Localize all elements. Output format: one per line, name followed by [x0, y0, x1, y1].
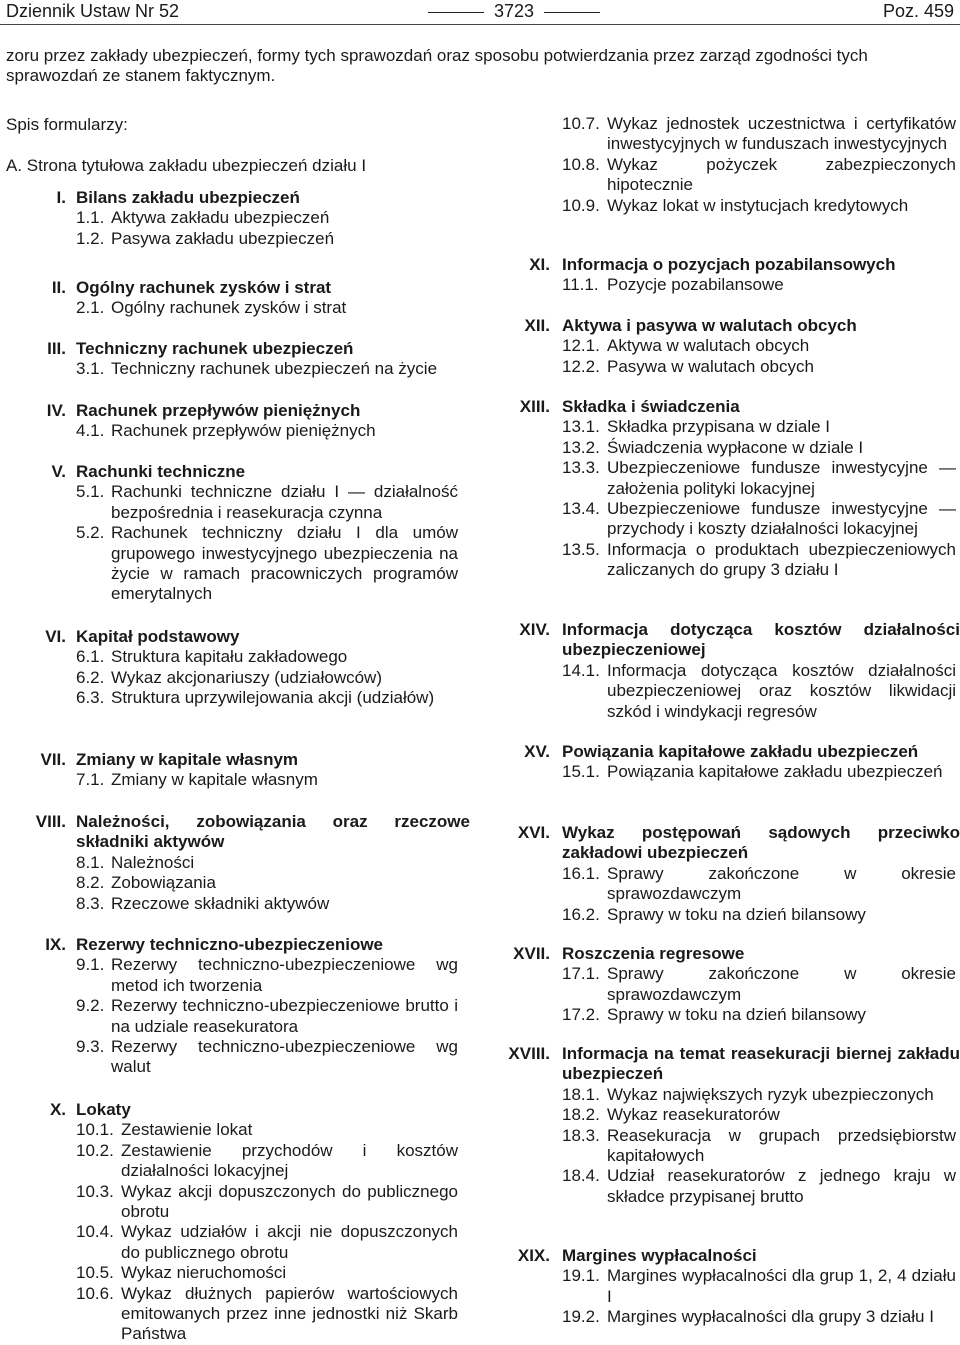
section-heading — [0, 339, 470, 359]
item-number: 10.6. — [76, 1283, 114, 1303]
item-text: Ogólny rachunek zysków i strat — [111, 298, 347, 318]
section-heading — [490, 397, 960, 417]
item-number: 4.1. — [76, 421, 105, 441]
section — [0, 627, 470, 709]
section-heading — [0, 401, 470, 421]
section — [0, 935, 470, 1078]
list-item — [490, 1307, 960, 1327]
item-number: 13.5. — [562, 539, 600, 559]
item-text: Zestawienie przychodów i kosztów działalności lokacyjnej — [121, 1140, 458, 1181]
item-number: 2.1. — [76, 298, 105, 318]
section-title: Rachunki techniczne — [76, 462, 246, 481]
section — [490, 823, 960, 925]
item-text: Sprawy zakończone w okresie sprawozdawczym — [607, 964, 956, 1004]
item-text: Udział reasekuratorów z jednego kraju w składce przypisanej brutto — [607, 1166, 956, 1206]
list-item — [0, 208, 470, 228]
section-number: XI. — [529, 255, 550, 274]
section-number: IX. — [45, 935, 66, 954]
section-title: Margines wypłacalności — [562, 1246, 757, 1265]
item-text: Rachunek przepływów pieniężnych — [111, 421, 376, 441]
section — [0, 1100, 470, 1345]
list-item — [490, 1166, 960, 1207]
list-item — [0, 770, 470, 790]
list-item — [0, 298, 470, 318]
section — [0, 339, 470, 380]
item-text: Sprawy zakończone w okresie sprawozdawczym — [607, 863, 956, 904]
section — [490, 944, 960, 1026]
header-rule — [0, 24, 960, 25]
section-number: X. — [49, 1100, 66, 1119]
item-number: 15.1. — [562, 762, 600, 782]
list-item — [490, 357, 960, 377]
item-text: Wykaz akcji dopuszczonych do publicznego obrotu — [121, 1181, 458, 1222]
section-number: XV. — [524, 742, 550, 761]
section-heading — [490, 1044, 960, 1085]
list-item — [490, 1085, 960, 1105]
item-number: 16.1. — [562, 863, 600, 883]
item-text: Wykaz akcjonariuszy (udziałowców) — [111, 667, 382, 687]
list-item — [490, 1005, 960, 1025]
item-text: Pozycje pozabilansowe — [607, 275, 784, 295]
list-item — [0, 955, 470, 996]
item-number: 10.9. — [562, 195, 600, 215]
form-a-title: A. Strona tytułowa zakładu ubezpieczeń działu I — [6, 156, 367, 175]
section-title: Bilans zakładu ubezpieczeń — [76, 188, 300, 207]
list-item — [0, 482, 470, 523]
section-title: Składka i świadczenia — [562, 397, 740, 416]
item-text: Informacja o produktach ubezpieczeniowych zaliczanych do grupy 3 działu I — [607, 539, 956, 580]
section-title: Rachunek przepływów pieniężnych — [76, 401, 361, 420]
section-number: XIII. — [519, 397, 550, 416]
section-title: Aktywa i pasywa w walutach obcych — [562, 316, 857, 335]
item-number: 17.2. — [562, 1005, 600, 1025]
section-number: I. — [56, 188, 66, 207]
item-number: 18.2. — [562, 1105, 600, 1125]
list-item — [490, 661, 960, 722]
page-number: 3723 — [418, 0, 610, 22]
section-title: Lokaty — [76, 1100, 131, 1119]
item-text: Sprawy w toku na dzień bilansowy — [607, 1005, 866, 1025]
section-number: XII. — [524, 316, 550, 335]
list-item — [490, 1126, 960, 1167]
item-number: 10.5. — [76, 1263, 114, 1283]
item-number: 12.2. — [562, 356, 600, 376]
section-heading — [0, 750, 470, 770]
section-title: Kapitał podstawowy — [76, 627, 240, 646]
section — [490, 255, 960, 296]
item-text: Rzeczowe składniki aktywów — [111, 893, 330, 913]
item-number: 13.2. — [562, 437, 600, 457]
item-number: 16.2. — [562, 904, 600, 924]
section-number: II. — [51, 278, 66, 297]
list-item — [490, 458, 960, 499]
list-item — [490, 905, 960, 925]
item-number: 1.1. — [76, 208, 105, 228]
item-number: 10.2. — [76, 1140, 114, 1160]
item-number: 6.3. — [76, 688, 105, 708]
item-number: 10.4. — [76, 1222, 114, 1242]
item-number: 10.7. — [562, 114, 600, 133]
item-number: 3.1. — [76, 359, 105, 379]
section — [490, 397, 960, 581]
item-text: Ubezpieczeniowe fundusze inwestycyjne — przychody i koszty działalności lokacyjnej — [607, 499, 956, 539]
item-text: Rezerwy techniczno-ubezpieczeniowe wg walut — [111, 1037, 458, 1077]
item-text: Wykaz jednostek uczestnictwa i certyfikatów inwestycyjnych w funduszach inwestycyjnych — [607, 114, 956, 154]
list-item — [0, 668, 470, 688]
list-item — [0, 853, 470, 873]
section — [490, 114, 960, 216]
item-number: 19.1. — [562, 1266, 600, 1286]
section-title: Wykaz postępowań sądowych przeciwko zakładowi ubezpieczeń — [562, 823, 960, 863]
item-text: Informacja dotycząca kosztów działalności ubezpieczeniowej oraz kosztów likwidacji szkód i windykacji regresów — [607, 660, 956, 721]
section-heading — [490, 620, 960, 661]
item-number: 9.2. — [76, 996, 105, 1016]
journal-name: Dziennik Ustaw Nr 52 — [6, 1, 180, 21]
list-item — [490, 417, 960, 437]
list-item — [490, 762, 960, 782]
position-number: Poz. 459 — [882, 1, 954, 21]
item-number: 10.1. — [76, 1120, 114, 1140]
list-item — [0, 1037, 470, 1078]
item-number: 5.2. — [76, 523, 105, 543]
section-number: VIII. — [35, 812, 66, 831]
list-item — [490, 540, 960, 581]
section — [490, 620, 960, 722]
list-item — [490, 114, 960, 155]
list-item — [490, 964, 960, 1005]
item-number: 8.1. — [76, 852, 105, 872]
item-number: 13.4. — [562, 499, 600, 519]
item-text: Struktura kapitału zakładowego — [111, 647, 348, 667]
item-number: 17.1. — [562, 964, 600, 984]
list-item — [490, 438, 960, 458]
item-number: 8.2. — [76, 873, 105, 893]
list-item — [0, 1120, 470, 1140]
section-number: VI. — [45, 627, 66, 646]
item-text: Wykaz udziałów i akcji nie dopuszczonych do publicznego obrotu — [121, 1222, 458, 1262]
item-text: Pasywa w walutach obcych — [607, 356, 814, 376]
section-number: XIX. — [517, 1246, 550, 1265]
item-number: 10.8. — [562, 154, 600, 174]
section-heading — [0, 1100, 470, 1120]
section-title: Należności, zobowiązania oraz rzeczowe składniki aktywów — [76, 812, 470, 852]
section — [490, 742, 960, 783]
section-title: Techniczny rachunek ubezpieczeń — [76, 339, 354, 358]
item-text: Wykaz dłużnych papierów wartościowych emitowanych przez inne jednostki niż Skarb Państwa — [121, 1283, 458, 1344]
list-item — [490, 499, 960, 540]
item-text: Margines wypłacalności dla grup 1, 2, 4 działu I — [607, 1266, 956, 1306]
section-number: XVIII. — [508, 1044, 550, 1063]
list-item — [0, 421, 470, 441]
section-number: XVI. — [517, 823, 550, 842]
section-number: III. — [47, 339, 66, 358]
list-item — [490, 275, 960, 295]
section-heading — [490, 316, 960, 336]
list-item — [490, 864, 960, 905]
list-item — [0, 1284, 470, 1345]
section — [490, 1246, 960, 1328]
list-item — [0, 996, 470, 1037]
item-text: Ubezpieczeniowe fundusze inwestycyjne — założenia polityki lokacyjnej — [607, 458, 956, 498]
item-number: 13.1. — [562, 417, 600, 437]
section-number: XIV. — [519, 620, 550, 639]
section-number: IV. — [46, 401, 66, 420]
item-text: Należności — [111, 852, 195, 872]
section-title: Roszczenia regresowe — [562, 944, 745, 963]
item-number: 18.4. — [562, 1166, 600, 1186]
section-title: Zmiany w kapitale własnym — [76, 750, 299, 769]
list-item — [0, 359, 470, 379]
list-item — [490, 155, 960, 196]
section-title: Informacja o pozycjach pozabilansowych — [562, 255, 896, 274]
section — [0, 401, 470, 442]
section-number: V. — [51, 462, 66, 481]
item-text: Pasywa zakładu ubezpieczeń — [111, 228, 335, 248]
section-heading — [490, 255, 960, 275]
section-heading — [0, 462, 470, 482]
section — [490, 1044, 960, 1207]
section-title: Rezerwy techniczno-ubezpieczeniowe — [76, 935, 384, 954]
section-heading — [490, 823, 960, 864]
item-number: 13.3. — [562, 458, 600, 478]
section-heading — [0, 627, 470, 647]
section — [0, 462, 470, 605]
item-text: Aktywa zakładu ubezpieczeń — [111, 208, 330, 228]
section-heading — [490, 944, 960, 964]
item-text: Zobowiązania — [111, 873, 216, 893]
item-text: Rachunki techniczne działu I — działalność bezpośrednia i reasekuracja czynna — [111, 482, 458, 522]
list-item — [0, 688, 470, 708]
section — [0, 278, 470, 319]
list-item — [490, 196, 960, 216]
item-text: Techniczny rachunek ubezpieczeń na życie — [111, 359, 438, 379]
list-item — [0, 229, 470, 249]
item-text: Margines wypłacalności dla grupy 3 działu I — [607, 1307, 934, 1327]
item-number: 8.3. — [76, 893, 105, 913]
item-text: Wykaz największych ryzyk ubezpieczonych — [607, 1084, 934, 1104]
item-text: Reasekuracja w grupach przedsiębiorstw kapitałowych — [607, 1125, 956, 1166]
item-text: Wykaz pożyczek zabezpieczonych hipotecznie — [607, 154, 956, 195]
list-item — [0, 1182, 470, 1223]
section — [0, 188, 470, 249]
section-heading — [0, 935, 470, 955]
item-text: Wykaz lokat w instytucjach kredytowych — [607, 195, 909, 215]
section-number: VII. — [40, 750, 66, 769]
item-number: 6.2. — [76, 667, 105, 687]
item-text: Struktura uprzywilejowania akcji (udziałów) — [111, 688, 435, 708]
list-item — [0, 894, 470, 914]
item-text: Wykaz reasekuratorów — [607, 1105, 780, 1125]
item-text: Rezerwy techniczno-ubezpieczeniowe brutto i na udziale reasekuratora — [111, 996, 458, 1036]
section-heading — [490, 1246, 960, 1266]
item-number: 18.1. — [562, 1084, 600, 1104]
intro-paragraph: zoru przez zakłady ubezpieczeń, formy tych sprawozdań oraz sposobu potwierdzania przez zarząd zgodności tych sprawozdań ze stanem faktycznym. — [6, 46, 868, 85]
item-text: Zestawienie lokat — [121, 1120, 253, 1140]
item-number: 7.1. — [76, 770, 105, 790]
section — [0, 812, 470, 914]
item-text: Zmiany w kapitale własnym — [111, 770, 318, 790]
list-item — [0, 873, 470, 893]
item-text: Wykaz nieruchomości — [121, 1263, 287, 1283]
section-heading — [0, 278, 470, 298]
section-heading — [0, 812, 470, 853]
item-number: 1.2. — [76, 228, 105, 248]
list-item — [490, 1105, 960, 1125]
item-text: Świadczenia wypłacone w dziale I — [607, 437, 864, 457]
item-number: 12.1. — [562, 336, 600, 356]
item-text: Rezerwy techniczno-ubezpieczeniowe wg metod ich tworzenia — [111, 955, 458, 995]
list-item — [0, 523, 470, 605]
item-text: Sprawy w toku na dzień bilansowy — [607, 904, 866, 924]
item-number: 10.3. — [76, 1181, 114, 1201]
item-number: 11.1. — [562, 275, 599, 295]
section-heading — [490, 742, 960, 762]
item-number: 18.3. — [562, 1125, 600, 1145]
item-number: 19.2. — [562, 1307, 600, 1327]
item-number: 6.1. — [76, 647, 105, 667]
section — [0, 750, 470, 791]
section-number: XVII. — [513, 944, 550, 963]
item-number: 9.3. — [76, 1037, 105, 1057]
item-number: 14.1. — [562, 660, 600, 680]
section-title: Ogólny rachunek zysków i strat — [76, 278, 332, 297]
item-text: Aktywa w walutach obcych — [607, 336, 810, 356]
item-number: 9.1. — [76, 955, 105, 975]
section-title: Informacja na temat reasekuracji biernej zakładu ubezpieczeń — [562, 1044, 960, 1084]
section-title: Powiązania kapitałowe zakładu ubezpieczeń — [562, 742, 919, 761]
list-item — [0, 1263, 470, 1283]
section-heading — [0, 188, 470, 208]
item-text: Składka przypisana w dziale I — [607, 417, 831, 437]
section-title: Informacja dotycząca kosztów działalności ubezpieczeniowej — [562, 620, 960, 660]
list-item — [490, 1266, 960, 1307]
list-item — [0, 647, 470, 667]
item-text: Rachunek techniczny działu I dla umów grupowego inwestycyjnego ubezpieczenia na życie w ramach pracowniczych programów emerytalnych — [111, 523, 458, 604]
list-item — [490, 336, 960, 356]
section — [490, 316, 960, 377]
item-number: 5.1. — [76, 482, 105, 502]
list-item — [0, 1141, 470, 1182]
forms-list-heading: Spis formularzy: — [6, 115, 128, 134]
item-text: Powiązania kapitałowe zakładu ubezpieczeń — [607, 762, 943, 782]
list-item — [0, 1222, 470, 1263]
page-header — [0, 0, 960, 22]
